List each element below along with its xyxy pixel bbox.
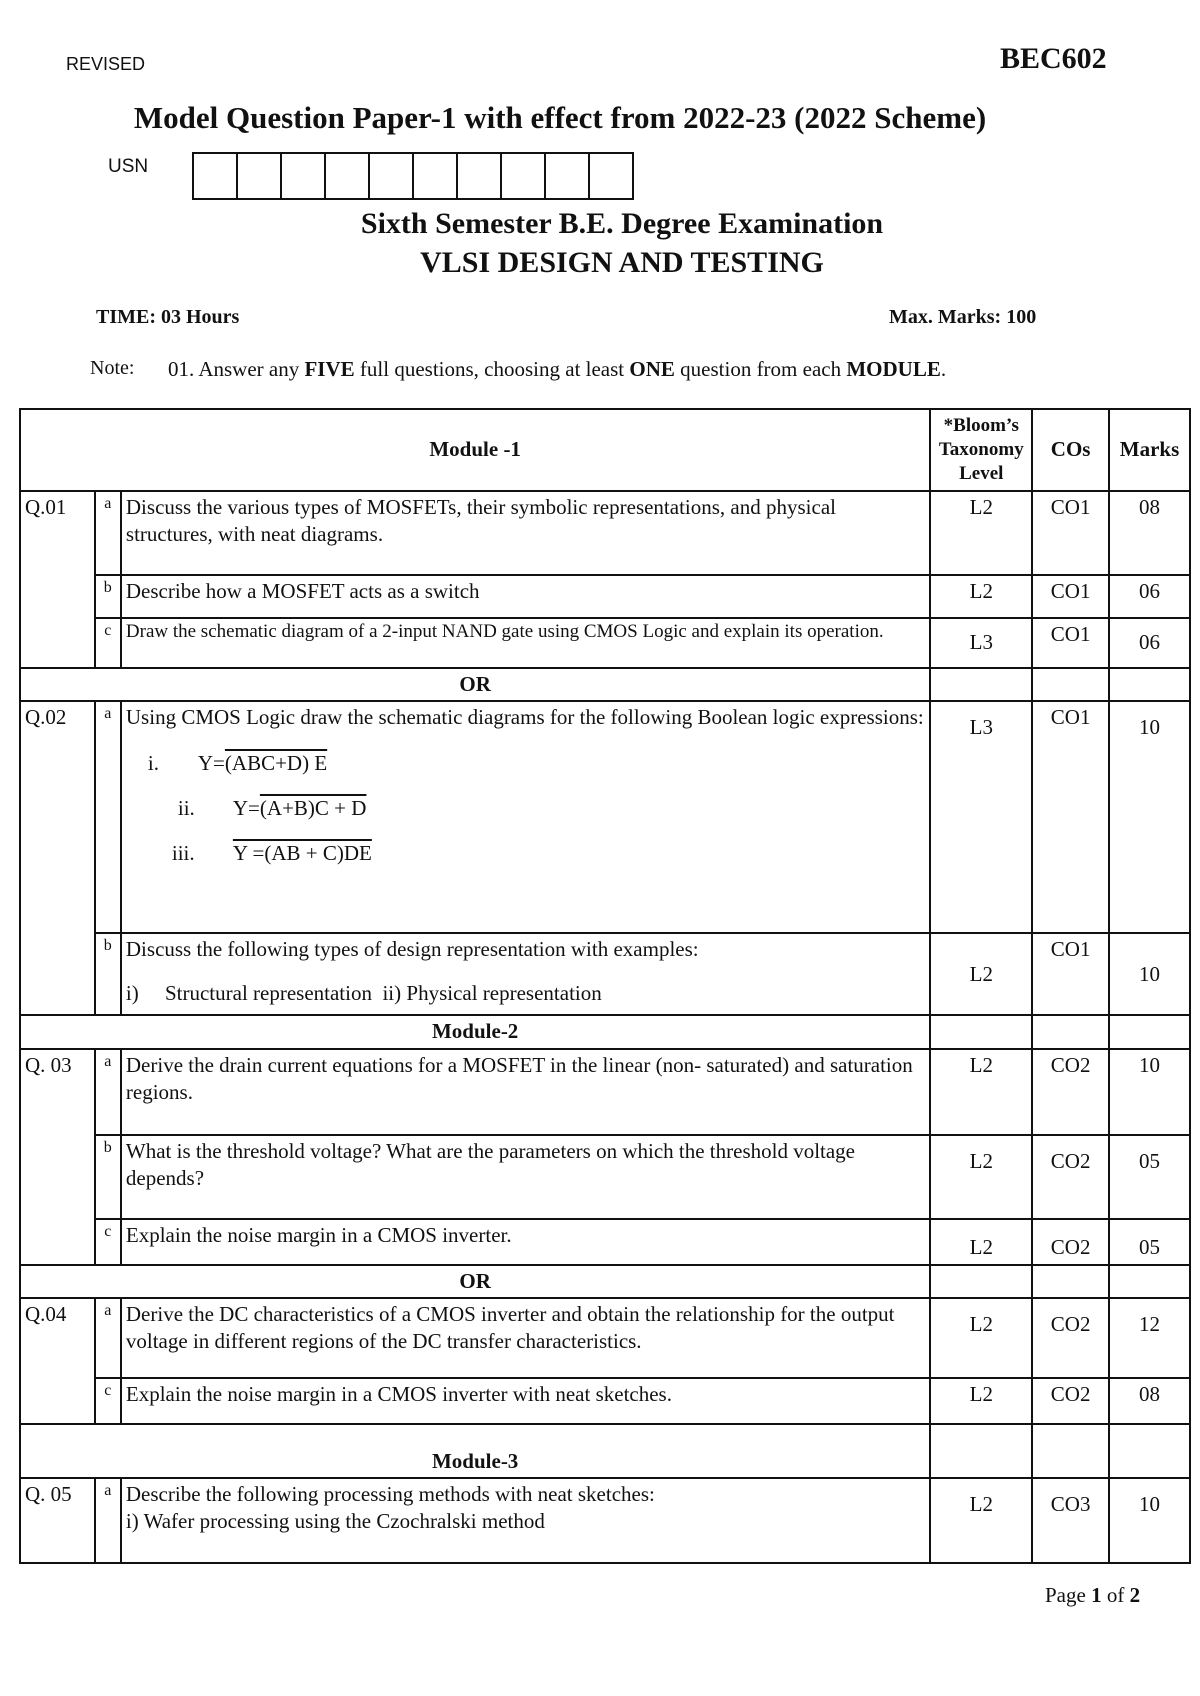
module-2-heading: Module-2 xyxy=(20,1015,930,1048)
or-separator: OR xyxy=(20,668,930,701)
question-number: Q.01 xyxy=(20,491,95,668)
question-subitems: i) Structural representation ii) Physical representation xyxy=(125,980,602,1005)
or-row xyxy=(20,668,1190,701)
blooms-level: L2 xyxy=(930,1049,1032,1135)
expression-overlined: Y =(AB + C)DE xyxy=(232,841,372,866)
table-row xyxy=(20,1049,1190,1135)
question-number: Q. 03 xyxy=(20,1049,95,1265)
blooms-level: L2 xyxy=(930,1378,1032,1424)
table-header-row xyxy=(20,409,1190,491)
co-value: CO1 xyxy=(1032,575,1109,618)
marks-value: 10 xyxy=(1109,1049,1190,1135)
empty-cell xyxy=(930,1424,1032,1478)
blooms-level: L3 xyxy=(930,701,1032,933)
or-separator: OR xyxy=(20,1265,930,1298)
question-number: Q.04 xyxy=(20,1298,95,1424)
empty-cell xyxy=(1032,668,1109,701)
table-row xyxy=(20,1478,1190,1563)
expression-number: ii. xyxy=(177,795,195,820)
marks-value: 08 xyxy=(1109,1378,1190,1424)
marks-header: Marks xyxy=(1109,409,1190,491)
marks-value: 10 xyxy=(1109,701,1190,933)
expression-prefix: Y= xyxy=(232,795,260,820)
co-value: CO2 xyxy=(1032,1298,1109,1378)
table-row xyxy=(20,618,1190,668)
sub-label: c xyxy=(95,618,121,668)
marks-value: 08 xyxy=(1109,491,1190,575)
co-value: CO1 xyxy=(1032,618,1109,668)
blooms-level: L2 xyxy=(930,1478,1032,1563)
marks-value: 06 xyxy=(1109,618,1190,668)
expression-overlined: (A+B)C + D xyxy=(259,795,367,820)
blooms-level: L2 xyxy=(930,575,1032,618)
blooms-header: *Bloom’s Taxonomy Level xyxy=(930,409,1032,491)
marks-value: 10 xyxy=(1109,933,1190,1015)
sub-label: c xyxy=(95,1378,121,1424)
co-value: CO1 xyxy=(1032,701,1109,933)
usn-box xyxy=(414,154,458,198)
exam-time: TIME: 03 Hours xyxy=(96,306,240,328)
empty-cell xyxy=(1109,668,1190,701)
paper-title: Model Question Paper-1 with effect from 2022-23 (2022 Scheme) xyxy=(133,100,987,135)
co-value: CO2 xyxy=(1032,1135,1109,1219)
expression-overlined: (ABC+D) E xyxy=(224,750,328,775)
usn-boxes xyxy=(192,152,634,200)
blooms-level: L3 xyxy=(930,618,1032,668)
sub-label: a xyxy=(95,1049,121,1135)
usn-box xyxy=(546,154,590,198)
sub-label: a xyxy=(95,491,121,575)
empty-cell xyxy=(1109,1424,1190,1478)
empty-cell xyxy=(1032,1424,1109,1478)
table-row xyxy=(20,1378,1190,1424)
usn-box xyxy=(326,154,370,198)
page-footer: Page 1 of 2 xyxy=(1045,1583,1141,1607)
expression-number: iii. xyxy=(171,841,195,866)
usn-box xyxy=(590,154,632,198)
question-text: Explain the noise margin in a CMOS inverter. xyxy=(121,1219,930,1265)
sub-label: b xyxy=(95,933,121,1015)
usn-box xyxy=(238,154,282,198)
usn-box xyxy=(194,154,238,198)
course-code: BEC602 xyxy=(1000,42,1107,75)
question-lead: Describe the following processing methods with neat sketches: xyxy=(125,1481,655,1506)
usn-box xyxy=(502,154,546,198)
question-text xyxy=(121,701,930,933)
sub-label: a xyxy=(95,701,121,933)
co-value: CO2 xyxy=(1032,1219,1109,1265)
marks-value: 05 xyxy=(1109,1135,1190,1219)
empty-cell xyxy=(930,1265,1032,1298)
table-row xyxy=(20,701,1190,933)
usn-box xyxy=(370,154,414,198)
note-text: 01. Answer any FIVE full questions, choosing at least ONE question from each MODULE. xyxy=(168,357,947,381)
co-value: CO1 xyxy=(1032,933,1109,1015)
question-text: Derive the drain current equations for a MOSFET in the linear (non- saturated) and saturation regions. xyxy=(121,1049,930,1135)
question-lead: Using CMOS Logic draw the schematic diagrams for the following Boolean logic expressions: xyxy=(125,705,924,730)
blooms-level: L2 xyxy=(930,1298,1032,1378)
expression-iii xyxy=(172,840,925,867)
marks-value: 06 xyxy=(1109,575,1190,618)
blooms-level: L2 xyxy=(930,933,1032,1015)
module-3-heading: Module-3 xyxy=(20,1424,930,1478)
table-row xyxy=(20,575,1190,618)
table-row xyxy=(20,1298,1190,1378)
empty-cell xyxy=(1032,1015,1109,1048)
co-value: CO2 xyxy=(1032,1378,1109,1424)
semester-heading: Sixth Semester B.E. Degree Examination xyxy=(360,207,884,240)
usn-box xyxy=(282,154,326,198)
sub-label: a xyxy=(95,1478,121,1563)
expression-number: i. xyxy=(147,750,159,775)
question-text: What is the threshold voltage? What are the parameters on which the threshold voltage depends? xyxy=(121,1135,930,1219)
usn-label: USN xyxy=(108,156,149,177)
question-number: Q.02 xyxy=(20,701,95,1015)
question-table xyxy=(19,408,1191,1564)
question-text: Explain the noise margin in a CMOS inverter with neat sketches. xyxy=(121,1378,930,1424)
empty-cell xyxy=(930,668,1032,701)
marks-value: 10 xyxy=(1109,1478,1190,1563)
marks-value: 12 xyxy=(1109,1298,1190,1378)
table-row xyxy=(20,491,1190,575)
question-text xyxy=(121,933,930,1015)
expression-ii xyxy=(178,795,925,822)
sub-label: b xyxy=(95,1135,121,1219)
empty-cell xyxy=(1032,1265,1109,1298)
max-marks: Max. Marks: 100 xyxy=(889,306,1037,328)
blooms-level: L2 xyxy=(930,1135,1032,1219)
question-subitems: i) Wafer processing using the Czochralski method xyxy=(125,1509,545,1534)
blooms-level: L2 xyxy=(930,491,1032,575)
question-text: Derive the DC characteristics of a CMOS inverter and obtain the relationship for the output voltage in different regions of the DC transfer characteristics. xyxy=(121,1298,930,1378)
sub-label: a xyxy=(95,1298,121,1378)
or-row xyxy=(20,1265,1190,1298)
co-value: CO2 xyxy=(1032,1049,1109,1135)
empty-cell xyxy=(1109,1015,1190,1048)
table-row xyxy=(20,933,1190,1015)
note-label: Note: xyxy=(90,357,135,379)
question-text: Describe how a MOSFET acts as a switch xyxy=(121,575,930,618)
sub-label: b xyxy=(95,575,121,618)
question-lead: Discuss the following types of design representation with examples: xyxy=(125,937,699,962)
marks-value: 05 xyxy=(1109,1219,1190,1265)
co-value: CO1 xyxy=(1032,491,1109,575)
module-row xyxy=(20,1424,1190,1478)
expression-prefix: Y= xyxy=(197,750,225,775)
module-1-heading: Module -1 xyxy=(20,409,930,491)
module-row xyxy=(20,1015,1190,1048)
question-text: Discuss the various types of MOSFETs, their symbolic representations, and physical structures, with neat diagrams. xyxy=(121,491,930,575)
expression-i xyxy=(148,750,925,777)
table-row xyxy=(20,1219,1190,1265)
co-value: CO3 xyxy=(1032,1478,1109,1563)
subject-heading: VLSI DESIGN AND TESTING xyxy=(420,246,824,279)
question-number: Q. 05 xyxy=(20,1478,95,1563)
empty-cell xyxy=(930,1015,1032,1048)
empty-cell xyxy=(1109,1265,1190,1298)
question-text xyxy=(121,1478,930,1563)
table-row xyxy=(20,1135,1190,1219)
question-text: Draw the schematic diagram of a 2-input NAND gate using CMOS Logic and explain its operation. xyxy=(121,618,930,668)
usn-box xyxy=(458,154,502,198)
blooms-level: L2 xyxy=(930,1219,1032,1265)
sub-label: c xyxy=(95,1219,121,1265)
revised-label: REVISED xyxy=(66,54,146,74)
cos-header: COs xyxy=(1032,409,1109,491)
